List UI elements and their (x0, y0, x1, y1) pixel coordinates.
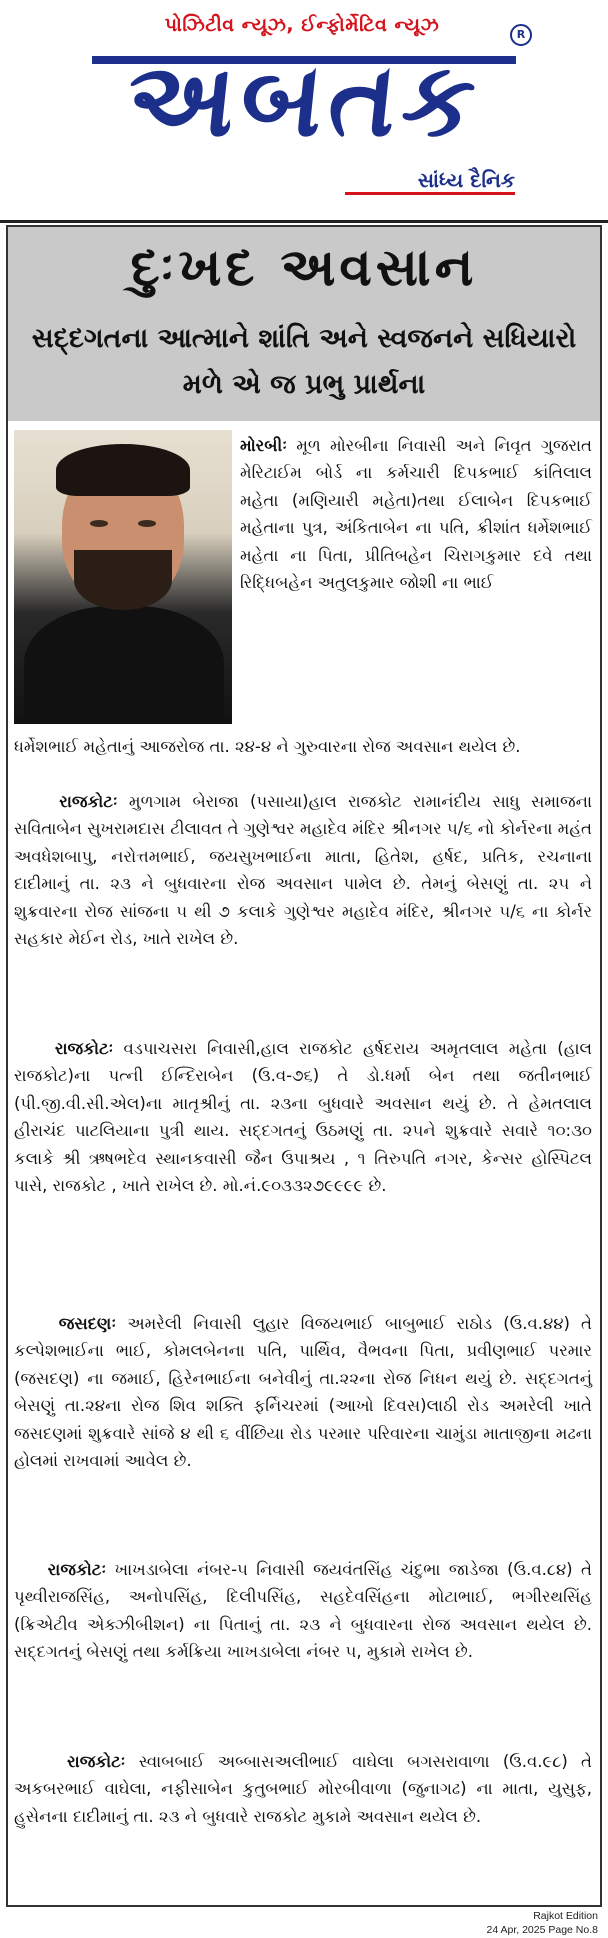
notice-city-label: જસદણઃ (58, 1314, 117, 1333)
notice-city-label: રાજકોટઃ (67, 1752, 126, 1771)
notice-text: વડપાચસરા નિવાસી,હાલ રાજકોટ હર્ષદરાય અમૃતલાલ મહેતા (હાલ રાજકોટ)ના પત્ની ઈન્દિરાબેન (ઉ.વ-૭૬) તે ડો.ધર્મા બેન તથા જતીનભાઈ (પી.જી.વી.સી.એલ)ના માતૃશ્રીનું તા. ૨૩ના બુધવારે અવસાન થયું છે. તે હેમતલાલ હીરાચંદ પાટલિયાના પુત્રી થાય. સદ્દગતનું ઉઠમણું તા. ૨૫ને શુક્રવારે સવારે ૧૦:૩૦ કલાકે શ્રી ઋષભદેવ સ્થાનકવાસી જૈન ઉપાશ્રય , ૧ તિરુપતિ નગર, કેન્સર હોસ્પિટલ પાસે, રાજકોટ , ખાતે રાખેલ છે. મો.નં.૯૦૩૩૨૭૯૯૯૯ છે. (14, 1039, 592, 1196)
masthead-tagline: પોઝિટીવ ન્યૂઝ, ઈન્ફોર્મેટિવ ન્યૂઝ (164, 14, 440, 36)
notice-rajkot-4 (14, 1748, 592, 1830)
notice-morbi-bottom (14, 733, 592, 760)
photo-shirt (24, 606, 224, 724)
registered-trademark-icon: R (510, 24, 532, 46)
notice-text: અમરેલી નિવાસી લુહાર વિજયભાઈ બાબુભાઈ રાઠોડ (ઉ.વ.૪૪) તે કલ્પેશભાઈના ભાઈ, કોમલબેનના પતિ, પાર્થિવ, વૈભવના પિતા, પ્રવીણભાઈ પરમાર (જસદણ) ના જમાઈ, હિરેનભાઈના બનેવીનું તા.૨૨ના રોજ નિધન થયું છે. સદ્દગતનું બેસણું તા.૨૪ના રોજ શિવ શક્તિ ફર્નિચરમાં (આખો દિવસ)લાઠી રોડ અમરેલી ખાતે જસદણમાં શુક્રવારે સાંજે ૪ થી ૬ વીંછિયા રોડ પરમાર પરિવારના ચામુંડા માતાજીના મઢના હોલમાં રાખવામાં આવેલ છે. (14, 1314, 592, 1471)
article-title: દુઃખદ અવસાન (130, 238, 478, 298)
photo-hair (56, 444, 190, 496)
article-subtitle: સદ્દગતના આત્માને શાંતિ અને સ્વજનને સધિયારો મળે એ જ પ્રભુ પ્રાર્થના (31, 323, 577, 400)
notice-jasdan (14, 1310, 592, 1474)
photo-eye-right (138, 520, 156, 527)
notice-text: સ્વાબબાઈ અબ્બાસઅલીભાઈ વાઘેલા બગસરાવાળા (ઉ.વ.૯૮) તે અકબરભાઈ વાઘેલા, નફીસાબેન કુતુબભાઈ મોરબીવાળા (જુનાગઢ) ના માતા, યુસુફ, હુસેનના દાદીમાનું તા. ૨૩ ને બુધવારે રાજકોટ મુકામે અવસાન થયેલ છે. (14, 1752, 592, 1826)
edition-label: Rajkot Edition (533, 1910, 598, 1922)
date-page-label: 24 Apr, 2025 Page No.8 (486, 1924, 598, 1936)
notice-morbi-top (240, 432, 592, 596)
notice-city-label: રાજકોટઃ (59, 792, 118, 811)
newspaper-logo: અબતક (121, 41, 487, 160)
masthead-subtitle-underline (345, 192, 515, 195)
deceased-portrait-photo (14, 430, 232, 724)
notice-text: ખાખડાબેલા નંબર-૫ નિવાસી જયવંતસિંહ ચંદુભા જાડેજા (ઉ.વ.૮૪) તે પૃથ્વીરાજસિંહ, અનોપસિંહ, દિલીપસિંહ, સહદેવસિંહના મોટાભાઈ, ભગીરથસિંહ (ક્રિએટીવ એક્ઝીબીશન) ના પિતાનું તા. ૨૩ ને બુધવારના રોજ અવસાન થયેલ છે. સદ્દગતનું બેસણું તથા કર્મક્રિયા ખાખડાબેલા નંબર ૫, મુકામે રાખેલ છે. (14, 1560, 592, 1662)
notice-rajkot-2 (14, 1035, 592, 1199)
notice-text: મૂળ મોરબીના નિવાસી અને નિવૃત ગુજરાત મેરિટાઈમ બોર્ડ ના કર્મચારી દિપકભાઈ કાંતિલાલ મહેતા (મણિયારી મહેતા)તથા ઈલાબેન દિપકભાઈ મહેતાના પુત્ર, અંકિતાબેન ના પતિ, ક્રીશાંત ધર્મેશભાઈ મહેતા ના પિતા, પ્રીતિબહેન ચિરાગકુમાર દવે તથા રિદ્ધિબહેન અતુલકુમાર જોશી ના ભાઈ (240, 436, 592, 593)
masthead (0, 0, 608, 212)
masthead-subtitle: સાંધ્ય દૈનિક (417, 168, 515, 192)
notice-city-label: રાજકોટઃ (54, 1039, 114, 1058)
notice-rajkot-1 (14, 788, 592, 952)
notice-city-label: મોરબીઃ (240, 436, 288, 455)
masthead-divider (0, 220, 608, 223)
photo-eye-left (90, 520, 108, 527)
masthead-subtitle-row (345, 168, 515, 192)
photo-beard (74, 550, 172, 610)
notice-text: મુળગામ બેરાજા (પસાયા)હાલ રાજકોટ રામાનંદીય સાધુ સમાજના સવિતાબેન સુખરામદાસ ટીલાવત તે ગુણેશ્વર મહાદેવ મંદિર શ્રીનગર ૫/૬ નો કોર્નરના મહંત અવધેશબાપુ, નરોત્તમભાઈ, જયસુખભાઈના માતા, હિતેશ, હર્ષદ, પ્રતિક, રચનાના દાદીમાનું તા. ૨૩ ને બુધવારના રોજ અવસાન પામેલ છે. તેમનું બેસણું તા. ૨૫ ને શુક્રવારના રોજ સાંજના ૫ થી ૭ કલાકે ગુણેશ્વર મહાદેવ મંદિર, શ્રીનગર ૫/૬ ના કોર્નર સહકાર મેઈન રોડ, ખાતે રાખેલ છે. (14, 792, 592, 949)
notice-rajkot-3 (14, 1556, 592, 1666)
notice-city-label: રાજકોટઃ (47, 1560, 107, 1579)
notice-text: ધર્મેશભાઈ મહેતાનું આજરોજ તા. ૨૪-૪ ને ગુરુવારના રોજ અવસાન થયેલ છે. (14, 737, 521, 756)
